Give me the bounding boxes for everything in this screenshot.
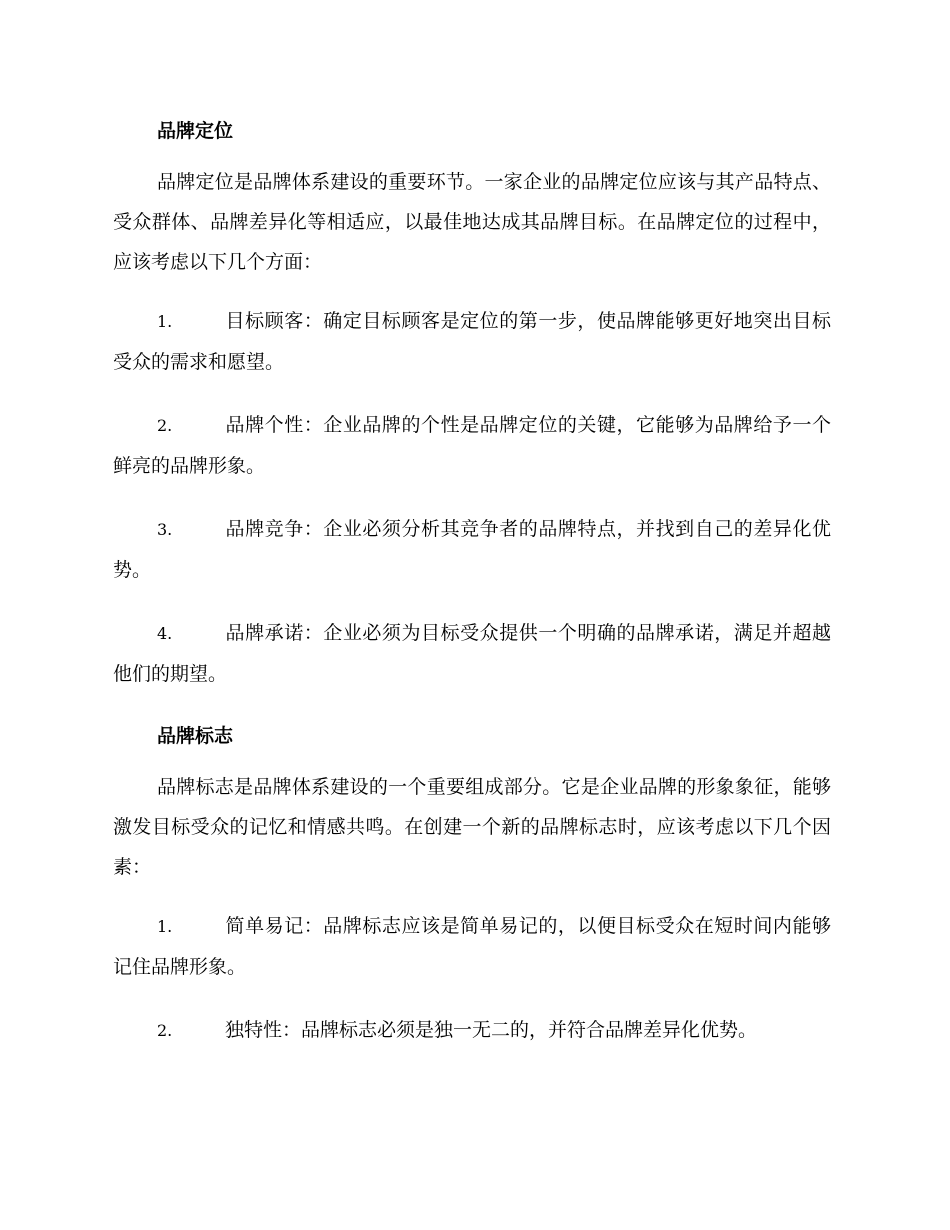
list-item-number: 2. — [157, 1021, 173, 1040]
list-item — [113, 405, 831, 486]
list-item-number: 1. — [157, 312, 173, 331]
section-intro-paragraph: 品牌定位是品牌体系建设的重要环节。一家企业的品牌定位应该与其产品特点、受众群体、品牌差异化等相适应，以最佳地达成其品牌目标。在品牌定位的过程中，应该考虑以下几个方面： — [113, 171, 831, 273]
list-item-text: 简单易记：品牌标志应该是简单易记的，以便目标受众在短时间内能够记住品牌形象。 — [113, 915, 831, 978]
section-intro-paragraph: 品牌标志是品牌体系建设的一个重要组成部分。它是企业品牌的形象象征，能够激发目标受众的记忆和情感共鸣。在创建一个新的品牌标志时，应该考虑以下几个因素： — [113, 776, 831, 878]
list-item — [113, 906, 831, 987]
list-item-number: 1. — [157, 917, 173, 936]
list-item — [113, 509, 831, 590]
list-item-number: 3. — [157, 520, 173, 539]
list-item-text: 品牌承诺：企业必须为目标受众提供一个明确的品牌承诺，满足并超越他们的期望。 — [113, 622, 831, 685]
list-item — [113, 613, 831, 694]
section-brand-positioning — [113, 112, 831, 694]
list-item — [113, 301, 831, 382]
list-item-text: 品牌个性：企业品牌的个性是品牌定位的关键，它能够为品牌给予一个鲜亮的品牌形象。 — [113, 414, 831, 477]
list-item-text: 独特性：品牌标志必须是独一无二的，并符合品牌差异化优势。 — [225, 1019, 758, 1041]
list-item-text: 品牌竞争：企业必须分析其竞争者的品牌特点，并找到自己的差异化优势。 — [113, 518, 831, 581]
section-heading: 品牌标志 — [157, 725, 234, 747]
section-heading: 品牌定位 — [157, 120, 234, 142]
list-item-number: 4. — [157, 624, 173, 643]
document-body — [113, 112, 831, 1074]
list-item-number: 2. — [157, 416, 173, 435]
section-brand-logo — [113, 717, 831, 1051]
list-item-text: 目标顾客：确定目标顾客是定位的第一步，使品牌能够更好地突出目标受众的需求和愿望。 — [113, 310, 831, 373]
list-item — [113, 1010, 831, 1051]
